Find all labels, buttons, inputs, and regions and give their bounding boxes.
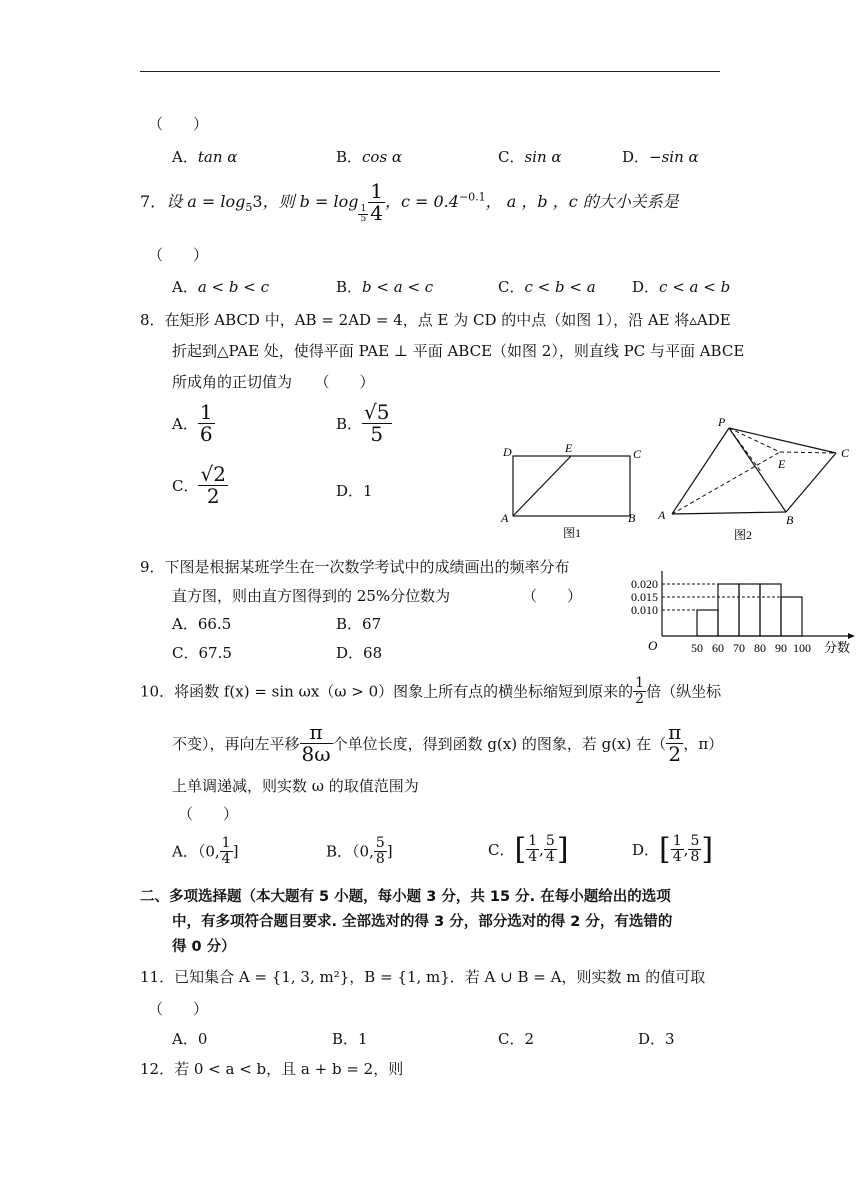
label-e: E [565, 441, 573, 455]
x-tick-label: 70 [733, 641, 745, 655]
fig2-caption: 图2 [734, 528, 753, 542]
histogram-bar [781, 597, 802, 636]
frequency-histogram [612, 538, 860, 660]
q9-option-d[interactable]: D．68 [336, 644, 383, 662]
q7-option-c[interactable]: C．c < b < a [498, 278, 596, 296]
q11-option-c[interactable]: C．2 [498, 1030, 535, 1048]
q8-option-a[interactable]: A． $\frac{1}{6}$ [172, 400, 213, 446]
q11-option-d[interactable]: D．3 [638, 1030, 675, 1048]
label-a: A [658, 508, 666, 522]
header-rule [140, 71, 720, 72]
q9-line2: 直方图，则由直方图得到的 25%分位数为 [172, 587, 451, 605]
y-tick-label: 0.010 [631, 603, 658, 617]
q10-line3: 上单调递减，则实数 ω 的取值范围为 [172, 777, 419, 795]
figure-2-folded [652, 410, 860, 545]
histogram-bar [718, 584, 739, 636]
x-axis-label: 分数 [824, 640, 851, 655]
x-axis-arrow [848, 633, 855, 639]
q6-option-a[interactable]: A．tan α [172, 148, 238, 166]
x-tick-label: 100 [793, 641, 811, 655]
q8-option-b[interactable]: B． $\frac{√5}{5}$ [336, 400, 390, 446]
rect-abcd [513, 456, 630, 516]
q7-stem: 7．设 $a = \log_53$，则 b = log $\frac{1}{5}$ $\frac{1}{4}$ ，$c = 0.4^{-0.1}$， a ，b ，c 的大小关系是 [140, 179, 679, 225]
q8-option-d[interactable]: D．1 [336, 482, 373, 500]
edge-ec [780, 452, 836, 453]
q7-answer-paren: （ ） [148, 246, 209, 264]
q11-option-a[interactable]: A．0 [172, 1030, 208, 1048]
histogram-bar [739, 584, 760, 636]
edge-ab [672, 512, 786, 514]
edge-bc [786, 453, 836, 512]
q8-line2: 折起到△PAE 处，使得平面 PAE ⊥ 平面 ABCE（如图 2），则直线 PC 与平面 ABCE [172, 342, 745, 360]
q9-answer-paren: （ ） [522, 587, 583, 605]
x-tick-label: 90 [775, 641, 787, 655]
q10-option-b[interactable]: B．（0, $\frac{5}{8}$ ] [326, 835, 393, 867]
figure-1-rectangle [495, 438, 645, 543]
q6-option-b[interactable]: B．cos α [336, 148, 403, 166]
q7-option-a[interactable]: A．a < b < c [172, 278, 269, 296]
label-b: B [628, 511, 636, 525]
q11-answer-paren: （ ） [148, 1000, 209, 1018]
origin-label: O [648, 638, 658, 653]
label-e: E [778, 457, 786, 471]
x-tick-label: 50 [691, 641, 703, 655]
q11-option-b[interactable]: B．1 [332, 1030, 368, 1048]
label-b: B [786, 513, 794, 527]
q10-option-a[interactable]: A．（0, $\frac{1}{4}$ ] [172, 835, 239, 867]
q11-stem: 11．已知集合 A = {1, 3, m²}，B = {1, m}．若 A ∪ B = A，则实数 m 的值可取 [140, 968, 706, 986]
label-c: C [841, 446, 850, 460]
q7-option-d[interactable]: D．c < a < b [632, 278, 731, 296]
q9-option-c[interactable]: C．67.5 [172, 644, 232, 662]
segment-ae [513, 456, 571, 516]
q10-line2: 不变），再向左平移 $\frac{\pi}{8\omega}$ 个单位长度，得到函数 g(x) 的图象，若 g(x) 在（ $\frac{\pi}{2}$ ，π） [172, 720, 724, 766]
y-tick-label: 0.020 [631, 577, 658, 591]
q8-line1: 8．在矩形 ABCD 中，AB = 2AD = 4，点 E 为 CD 的中点（如图 1），沿 AE 将▵ADE [140, 311, 731, 329]
edge-ae [672, 452, 780, 514]
edge-pa [672, 428, 729, 514]
histogram-bar [760, 584, 781, 636]
label-a: A [501, 511, 509, 525]
section2-heading-line3: 得 0 分） [172, 939, 236, 955]
x-tick-label: 60 [712, 641, 724, 655]
histogram-bar [697, 610, 718, 636]
q9-option-b[interactable]: B．67 [336, 615, 382, 633]
q12-stem: 12．若 0 < a < b，且 a + b = 2，则 [140, 1060, 404, 1078]
q10-line1: 10．将函数 f(x) = sin ωx（ω > 0）图象上所有点的横坐标缩短到原来的 $\frac{1}{2}$ 倍（纵坐标 [140, 675, 722, 707]
label-p: P [718, 415, 726, 429]
y-tick-label: 0.015 [631, 590, 658, 604]
q6-answer-paren: （ ） [148, 115, 209, 133]
q7-option-b[interactable]: B．b < a < c [336, 278, 434, 296]
q6-option-d[interactable]: D．−sin α [622, 148, 699, 166]
q8-line3: 所成角的正切值为 （ ） [172, 373, 375, 391]
label-c: C [633, 447, 642, 461]
q8-option-c[interactable]: C． $\frac{√2}{2}$ [172, 462, 226, 508]
q10-answer-paren: （ ） [178, 805, 239, 823]
q10-option-d[interactable]: D．[ $\frac{1}{4}$ , $\frac{5}{8}$ ] [632, 832, 714, 867]
section2-heading-line1: 二、多项选择题（本大题有 5 小题，每小题 3 分，共 15 分. 在每小题给出的选项 [140, 889, 671, 905]
q10-option-c[interactable]: C．[ $\frac{1}{4}$ , $\frac{5}{4}$ ] [488, 832, 569, 867]
q9-line1: 9．下图是根据某班学生在一次数学考试中的成绩画出的频率分布 [140, 558, 570, 576]
q6-option-c[interactable]: C．sin α [498, 148, 562, 166]
edge-pc [729, 428, 836, 453]
q9-option-a[interactable]: A．66.5 [172, 615, 232, 633]
fig1-caption: 图1 [563, 526, 582, 540]
section2-heading-line2: 中，有多项符合题目要求. 全部选对的得 3 分，部分选对的得 2 分，有选错的 [172, 914, 673, 930]
label-d: D [503, 445, 512, 459]
x-tick-label: 80 [754, 641, 766, 655]
